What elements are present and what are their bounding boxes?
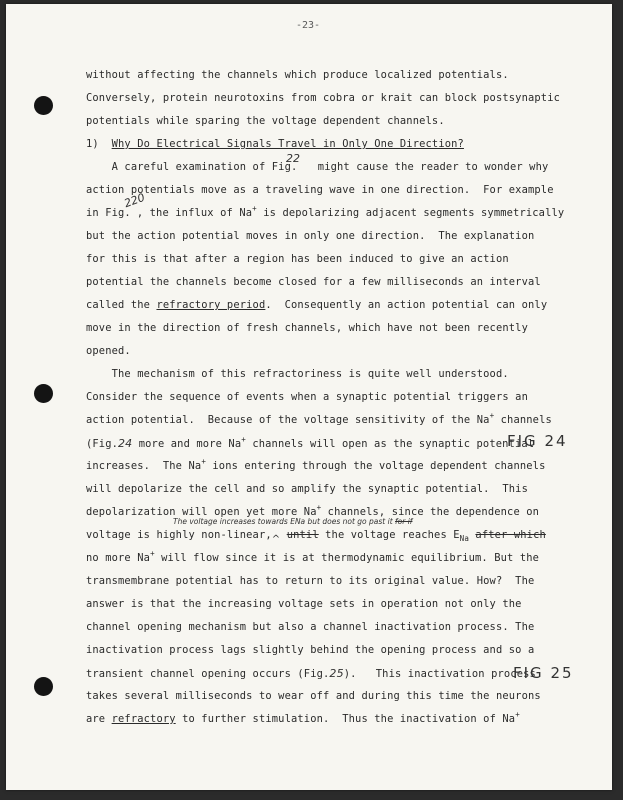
text-line: depolarization will open yet more Na+ channels, since the dependence on xyxy=(86,503,540,518)
text-line: in Fig. , the influx of Na+ is depolarizing adjacent segments symmetrically xyxy=(86,204,565,219)
text-line: are refractory to further stimulation. Thus the inactivation of Na+ xyxy=(86,710,520,725)
text-line: inactivation process lags slightly behind the opening process and so a xyxy=(86,644,535,656)
text-line: Consider the sequence of events when a synaptic potential triggers an xyxy=(86,391,528,403)
term-refractory: refractory xyxy=(111,713,176,725)
text-line: takes several milliseconds to wear off and during this time the neurons xyxy=(86,690,541,702)
handwritten-insertion: The voltage increases towards ENa but does not go past it for if xyxy=(173,517,413,526)
text-line: increases. The Na+ ions entering through the voltage dependent channels xyxy=(86,457,546,472)
binder-hole-middle xyxy=(34,384,53,403)
term-refractory-period: refractory period xyxy=(156,299,266,311)
heading-number: 1) xyxy=(86,138,99,150)
margin-note-fig-25: FIG 25 xyxy=(513,664,574,682)
text-line: (Fig.24 more and more Na+ channels will open as the synaptic potential xyxy=(86,435,535,450)
text-line: move in the direction of fresh channels, which have not been recently xyxy=(86,322,528,334)
text-line: for this is that after a region has been induced to give an action xyxy=(86,253,509,265)
page-number: -23- xyxy=(296,20,321,31)
text-line: potential the channels become closed for a few milliseconds an interval xyxy=(86,276,541,288)
text-line: but the action potential moves in only one direction. The explanation xyxy=(86,230,535,242)
text-line: opened. xyxy=(86,345,131,357)
text-line: A careful examination of Fig. might cause the reader to wonder why xyxy=(86,161,549,173)
handwritten-fig-ref: 22 xyxy=(286,152,300,165)
text-line: action potential. Because of the voltage sensitivity of the Na+ channels xyxy=(86,411,552,426)
text-line: transient channel opening occurs (Fig.25). This inactivation process xyxy=(86,667,536,680)
binder-hole-bottom xyxy=(34,677,53,696)
binder-hole-top xyxy=(34,96,53,115)
handwritten-fig-ref: 25 xyxy=(329,667,344,680)
text-line: answer is that the increasing voltage sets in operation not only the xyxy=(86,598,522,610)
text-line: called the refractory period. Consequently an action potential can only xyxy=(86,299,548,311)
text-line: transmembrane potential has to return to its original value. How? The xyxy=(86,575,535,587)
text-line: no more Na+ will flow since it is at thermodynamic equilibrium. But the xyxy=(86,549,540,564)
handwritten-fig-ref: 24 xyxy=(118,437,133,450)
text-line: will depolarize the cell and so amplify the synaptic potential. This xyxy=(86,483,528,495)
text-line: The mechanism of this refractoriness is quite well understood. xyxy=(86,368,509,380)
text-line: action potentials move as a traveling wave in one direction. For example xyxy=(86,184,554,196)
heading-title: Why Do Electrical Signals Travel in Only One Direction? xyxy=(111,138,464,150)
text-line: without affecting the channels which produce localized potentials. xyxy=(86,69,509,81)
text-line: channel opening mechanism but also a channel inactivation process. The xyxy=(86,621,535,633)
text-line: potentials while sparing the voltage dependent channels. xyxy=(86,115,445,127)
caret-mark: ^ xyxy=(271,534,281,545)
text-line: voltage is highly non-linear,^ until the voltage reaches $E_{Na}$ after which xyxy=(86,529,546,545)
text-line: Conversely, protein neurotoxins from cobra or krait can block postsynaptic xyxy=(86,92,561,104)
margin-note-fig-24: FIG 24 xyxy=(507,432,568,450)
section-heading xyxy=(86,138,464,150)
handwritten-fig-ref: 220 xyxy=(122,190,147,211)
